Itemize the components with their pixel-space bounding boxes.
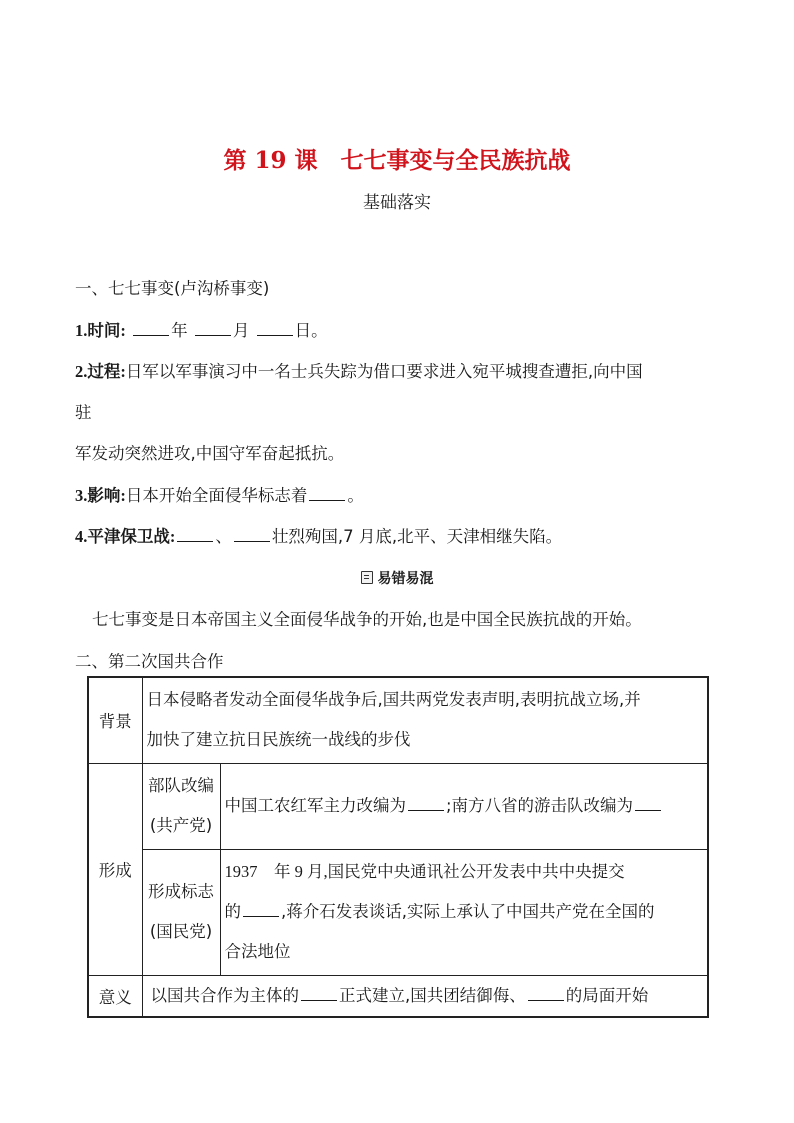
sign-line-3: 合法地位	[224, 942, 291, 961]
meaning-label: 意义	[98, 987, 132, 1007]
blank-battle-1	[177, 526, 213, 542]
sign-line-2	[221, 892, 708, 932]
blank-impact	[309, 485, 345, 501]
sign-line-1: 1937 年 9 月,国民党中央通讯社公开发表中共中央提交	[224, 862, 625, 881]
blank-sign	[243, 901, 279, 917]
page-title: 第 19 课 七七事变与全民族抗战	[223, 147, 571, 174]
meaning-text-3: 的局面开始	[565, 985, 649, 1005]
sign-label-2: (国民党)	[149, 922, 213, 941]
impact-end: 。	[347, 486, 364, 505]
note-icon	[361, 571, 373, 584]
time-line	[75, 317, 328, 341]
section2-heading: 二、第二次国共合作	[75, 652, 224, 671]
blank-day	[257, 320, 293, 336]
reorg-label-2: (共产党)	[149, 816, 213, 835]
blank-month	[195, 320, 231, 336]
formation-label-cell	[88, 763, 142, 975]
meaning-label-cell	[88, 975, 142, 1017]
battle-sep: 、	[215, 527, 232, 546]
table-row-sign	[88, 849, 708, 975]
table-row-reorg	[88, 763, 708, 849]
section-subtitle: 基础落实	[363, 193, 431, 213]
process-text: 日军以军事演习中一名士兵失踪为借口要求进入宛平城搜查遭拒,向中国	[125, 362, 643, 381]
battle-label: 4.平津保卫战:	[75, 527, 176, 546]
blank-battle-2	[234, 526, 270, 542]
reorg-label-1: 部队改编	[148, 776, 214, 795]
month-text: 月	[232, 321, 250, 340]
battle-text: 壮烈殉国,7 月底,北平、天津相继失陷。	[271, 527, 563, 546]
impact-line	[75, 482, 364, 506]
table-row-meaning	[88, 975, 708, 1017]
reorg-label-cell	[142, 763, 220, 849]
meaning-text-1: 以国共合作为主体的	[150, 985, 299, 1005]
impact-text: 日本开始全面侵华标志着	[125, 486, 308, 505]
meaning-content-cell	[142, 975, 708, 1017]
formation-label: 形成	[98, 861, 132, 880]
reorg-text-1: 中国工农红军主力改编为	[224, 796, 406, 815]
sign-line-2b: ,蒋介石发表谈话,实际上承认了中国共产党在全国的	[281, 902, 655, 921]
impact-label: 3.影响:	[75, 486, 126, 505]
note-label	[0, 568, 794, 588]
process-line-3: 军发动突然进攻,中国守军奋起抵抗。	[75, 444, 345, 463]
time-label: 1.时间:	[75, 321, 126, 340]
background-label-cell	[88, 677, 142, 763]
table-row-background	[88, 677, 708, 763]
section1-heading: 一、七七事变(卢沟桥事变)	[75, 279, 270, 298]
background-content-cell	[142, 677, 708, 763]
blank-reorg-1	[408, 795, 444, 811]
reorg-text	[221, 786, 708, 826]
process-line-2: 驻	[75, 403, 92, 422]
sign-line-2a: 的	[224, 902, 241, 921]
sign-label-1: 形成标志	[148, 882, 214, 901]
reorg-content-cell	[220, 763, 708, 849]
note-text: 七七事变是日本帝国主义全面侵华战争的开始,也是中国全民族抗战的开始。	[92, 610, 642, 629]
year-text: 年	[171, 321, 188, 340]
sign-label-cell	[142, 849, 220, 975]
note-label-text: 易错易混	[377, 571, 434, 587]
process-line-1	[75, 358, 643, 382]
process-label: 2.过程:	[75, 362, 126, 381]
reorg-text-2: ;南方八省的游击队改编为	[446, 796, 634, 815]
sign-content-cell	[220, 849, 708, 975]
background-label: 背景	[98, 712, 132, 732]
meaning-text	[143, 976, 708, 1016]
cooperation-table	[87, 676, 709, 1018]
day-text: 日。	[294, 321, 328, 340]
meaning-text-2: 正式建立,国共团结御侮、	[339, 985, 526, 1005]
blank-year	[133, 320, 169, 336]
battle-line	[75, 523, 562, 547]
blank-meaning-1	[301, 985, 337, 1001]
background-line-2: 加快了建立抗日民族统一战线的步伐	[146, 730, 411, 750]
blank-reorg-2	[635, 795, 661, 811]
background-line-1: 日本侵略者发动全面侵华战争后,国共两党发表声明,表明抗战立场,并	[146, 690, 641, 710]
blank-meaning-2	[528, 985, 564, 1001]
